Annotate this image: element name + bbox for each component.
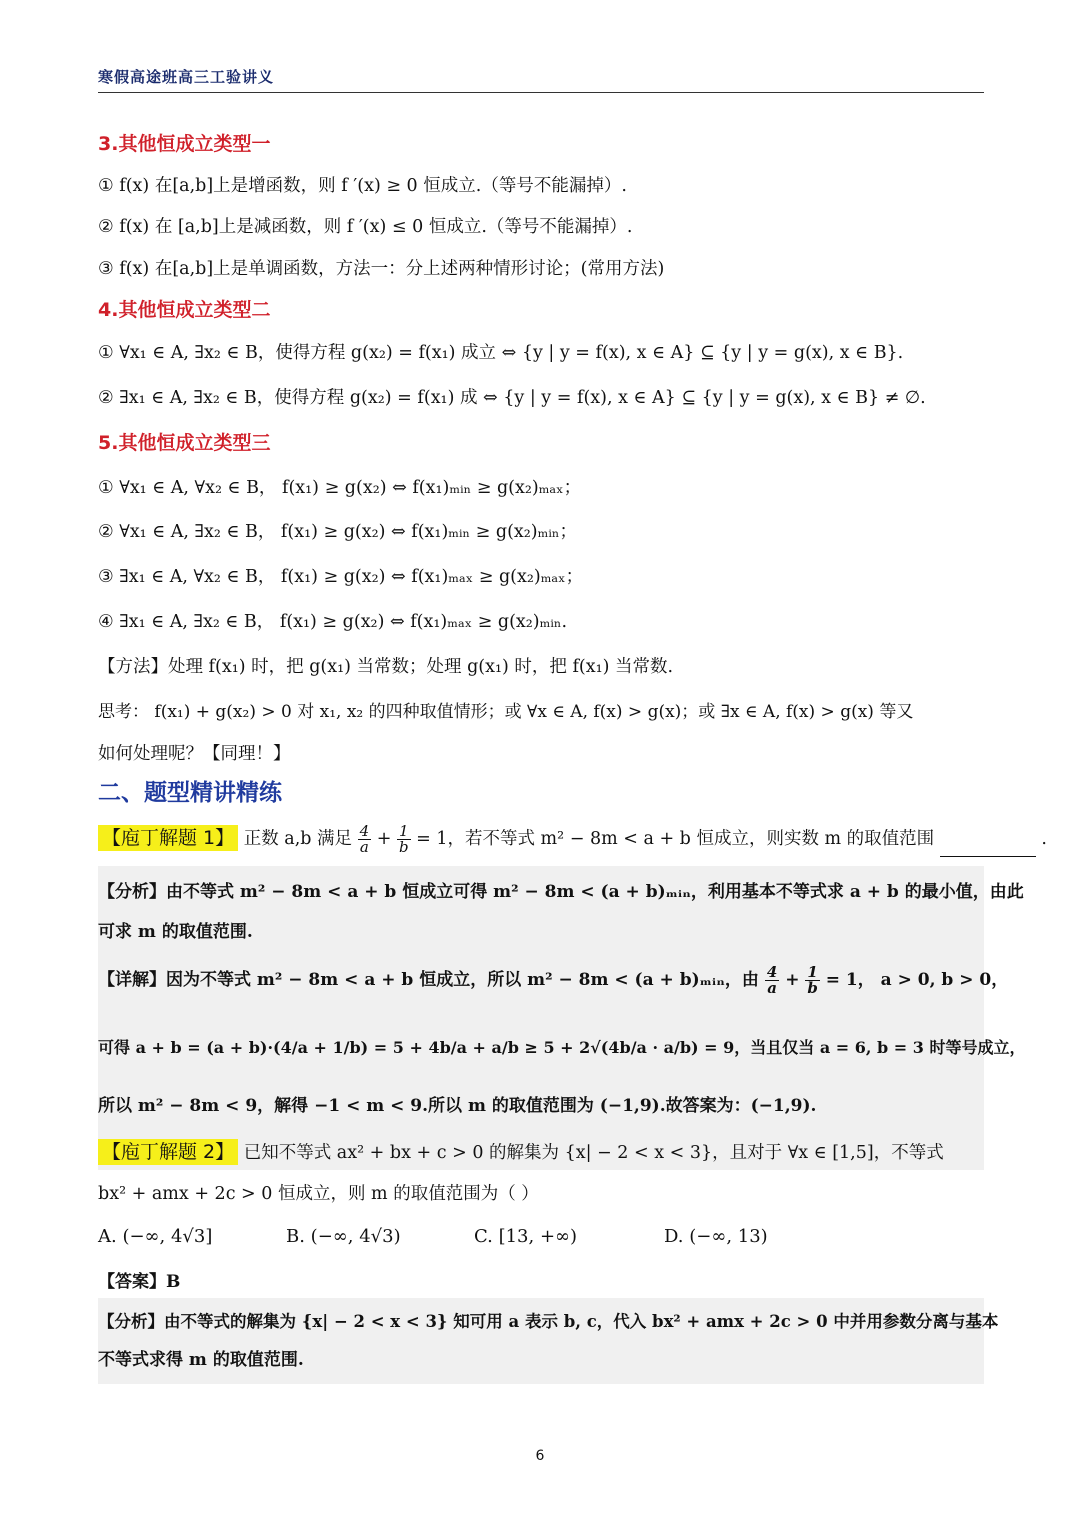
q1-analysis-2: 可求 m 的取值范围. (98, 922, 253, 942)
q1-stem-end: . (1041, 829, 1047, 849)
q2-stem-1 (98, 1138, 944, 1167)
part-2-title: 二、题型精讲精练 (98, 780, 282, 806)
numerator: 4 (766, 963, 778, 981)
choice-d: D. (−∞, 13) (664, 1226, 768, 1247)
sec5-item-3: ③ ∃x₁ ∈ A, ∀x₂ ∈ B， f(x₁) ≥ g(x₂) ⇔ f(x₁)ₘₐₓ ≥ g(x₂)ₘₐₓ； (98, 567, 584, 587)
q1-stem-a: 正数 a,b 满足 (243, 829, 353, 849)
method-note: 【方法】处理 f(x₁) 时，把 g(x₁) 当常数；处理 g(x₁) 时，把 f(x₁) 当常数. (98, 657, 674, 677)
choice-c: C. [13, +∞) (474, 1226, 578, 1247)
q1-detail-1a: 【详解】因为不等式 m² − 8m < a + b 恒成立，所以 m² − 8m < (a + b)ₘᵢₙ，由 (98, 970, 759, 990)
q2-stem-text-1: 已知不等式 ax² + bx + c > 0 的解集为 {x| − 2 < x < 3}，且对于 ∀x ∈ [1,5]，不等式 (243, 1143, 944, 1163)
numerator: 1 (399, 822, 409, 840)
page-number: 6 (535, 1448, 545, 1464)
q1-stem (98, 820, 1047, 857)
q1-detail-2: 可得 a + b = (a + b)·(4/a + 1/b) = 5 + 4b/a + a/b ≥ 5 + 2√(4b/a · a/b) = 9，当且仅当 a = 6, b = 3 时等号成立， (98, 1038, 1026, 1057)
q1-detail-fraction-4a (765, 965, 779, 996)
plus-sign: + (376, 829, 392, 849)
numerator: 1 (807, 963, 818, 981)
q2-analysis-2: 不等式求得 m 的取值范围. (98, 1350, 304, 1370)
choice-b: B. (−∞, 4√3) (286, 1226, 401, 1247)
section-3-title: 3.其他恒成立类型一 (98, 133, 271, 155)
q1-detail-1 (98, 962, 1008, 998)
answer-blank (940, 838, 1036, 857)
think-line-2: 如何处理呢？【同理！】 (98, 744, 291, 764)
q2-stem-2: bx² + amx + 2c > 0 恒成立，则 m 的取值范围为（ ） (98, 1184, 539, 1204)
sec4-item-1: ① ∀x₁ ∈ A, ∃x₂ ∈ B，使得方程 g(x₂) = f(x₁) 成立 ⇔ {y | y = f(x), x ∈ A} ⊆ {y | y = g(x), x ∈ B}. (98, 343, 904, 363)
numerator: 4 (359, 822, 370, 840)
q2-analysis-1: 【分析】由不等式的解集为 {x| − 2 < x < 3} 知可用 a 表示 b, c，代入 bx² + amx + 2c > 0 中并用参数分离与基本 (98, 1312, 999, 1331)
sec3-item-3: ③ f(x) 在[a,b]上是单调函数，方法一：分上述两种情形讨论；(常用方法) (98, 259, 665, 279)
sec3-item-2: ② f(x) 在 [a,b]上是减函数，则 f ′(x) ≤ 0 恒成立.（等号不能漏掉）. (98, 217, 633, 237)
q1-stem-b: = 1，若不等式 m² − 8m < a + b 恒成立，则实数 m 的取值范围 (416, 829, 935, 849)
q1-detail-fraction-1b (805, 965, 819, 996)
denominator: a (767, 979, 777, 997)
plus-sign: + (785, 970, 800, 990)
sec5-item-2: ② ∀x₁ ∈ A, ∃x₂ ∈ B， f(x₁) ≥ g(x₂) ⇔ f(x₁)ₘᵢₙ ≥ g(x₂)ₘᵢₙ； (98, 522, 577, 542)
q2-tag: 【庖丁解题 2】 (98, 1139, 238, 1165)
denominator: b (807, 979, 818, 997)
q1-fraction-4a (358, 824, 372, 855)
page-header (98, 66, 984, 93)
sec3-item-1: ① f(x) 在[a,b]上是增函数，则 f ′(x) ≥ 0 恒成立.（等号不能漏掉）. (98, 176, 627, 196)
think-line-1: 思考： f(x₁) + g(x₂) > 0 对 x₁, x₂ 的四种取值情形；或 ∀x ∈ A, f(x) > g(x)；或 ∃x ∈ A, f(x) > g(x) 等又 (98, 702, 914, 722)
header-title: 寒假高途班高三工验讲义 (98, 68, 275, 86)
sec5-item-4: ④ ∃x₁ ∈ A, ∃x₂ ∈ B， f(x₁) ≥ g(x₂) ⇔ f(x₁)ₘₐₓ ≥ g(x₂)ₘᵢₙ. (98, 612, 568, 632)
q1-tag: 【庖丁解题 1】 (98, 825, 238, 851)
section-5-title: 5.其他恒成立类型三 (98, 432, 271, 454)
q1-analysis-1: 【分析】由不等式 m² − 8m < a + b 恒成立可得 m² − 8m < (a + b)ₘᵢₙ，利用基本不等式求 a + b 的最小值，由此 (98, 882, 1024, 902)
q1-detail-3: 所以 m² − 8m < 9，解得 −1 < m < 9.所以 m 的取值范围为 (−1,9).故答案为：(−1,9). (98, 1096, 817, 1116)
denominator: a (359, 838, 369, 856)
q1-detail-1b: = 1， a > 0, b > 0， (825, 970, 1009, 990)
sec4-item-2: ② ∃x₁ ∈ A, ∃x₂ ∈ B，使得方程 g(x₂) = f(x₁) 成 ⇔ {y | y = f(x), x ∈ A} ⊆ {y | y = g(x), x ∈ B} ≠ ∅. (98, 388, 926, 408)
denominator: b (398, 838, 409, 856)
section-4-title: 4.其他恒成立类型二 (98, 299, 271, 321)
sec5-item-1: ① ∀x₁ ∈ A, ∀x₂ ∈ B， f(x₁) ≥ g(x₂) ⇔ f(x₁)ₘᵢₙ ≥ g(x₂)ₘₐₓ； (98, 478, 582, 498)
q2-answer: 【答案】B (98, 1272, 181, 1292)
q1-fraction-1b (397, 824, 411, 855)
choice-a: A. (−∞, 4√3] (98, 1226, 213, 1247)
